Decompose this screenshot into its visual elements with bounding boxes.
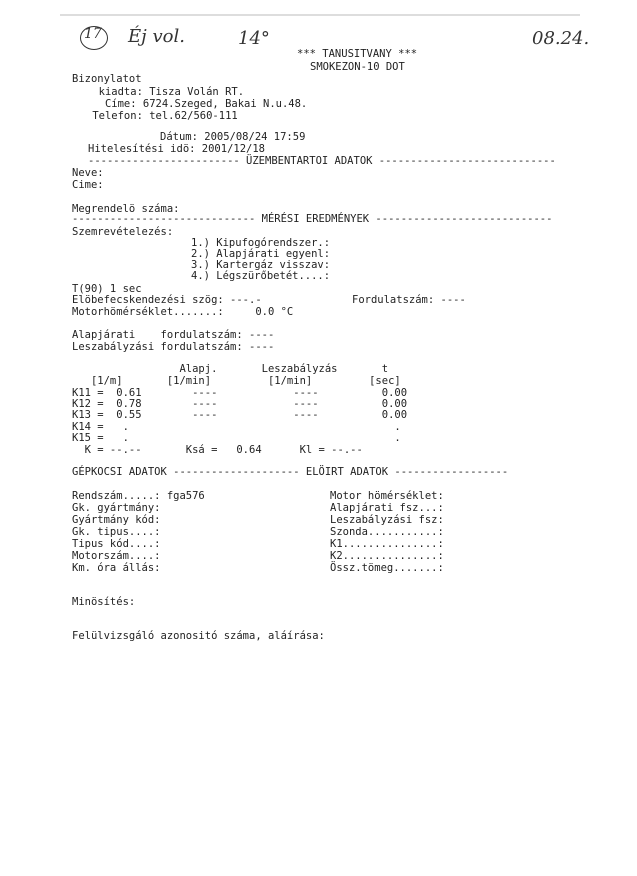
section-gepkocsi: GÉPKOCSI ADATOK -------------------- ELÖIRT ADATOK ------------------ [72, 466, 509, 478]
prescribed-field: K2...............: [330, 550, 444, 562]
t90-value: T(90) 1 sec [72, 283, 142, 295]
prescribed-field: Alapjárati fsz...: [330, 502, 444, 514]
idle-rpm: Alapjárati fordulatszám: ---- [72, 329, 275, 341]
issuer-kiadta: kiadta: Tisza Volán RT. [86, 86, 245, 98]
section-meresi: ----------------------------- MÉRÉSI EREDMÉNYEK ---------------------------- [72, 213, 553, 225]
qualification-label: Minösítés: [72, 596, 136, 608]
vehicle-field: Gk. tipus....: [72, 526, 161, 538]
results-row: K15 = . . [72, 432, 401, 444]
results-header-2: [1/m] [1/min] [1/min] [sec] [72, 375, 401, 387]
order-number: Megrendelö száma: [72, 203, 180, 215]
issuer-label: Bizonylatot [72, 73, 142, 85]
results-row: K12 = 0.78 ---- ---- 0.00 [72, 398, 408, 410]
device-name: SMOKEZON-10 DOT [310, 61, 405, 73]
prescribed-field: Össz.tömeg.......: [330, 562, 444, 574]
handwritten-number: 17 [84, 26, 102, 42]
vehicle-field: Km. óra állás: [72, 562, 161, 574]
vehicle-field: Motorszám....: [72, 550, 161, 562]
prescribed-field: Szonda...........: [330, 526, 444, 538]
results-header-1: Alapj. Leszabályzás t [72, 363, 389, 375]
vehicle-field: Gk. gyártmány: [72, 502, 161, 514]
results-summary: K = --.-- Ksá = 0.64 Kl = --.-- [72, 444, 363, 456]
prescribed-field: Motor hömérséklet: [330, 490, 444, 502]
prescribed-field: K1...............: [330, 538, 444, 550]
handwritten-note: Éj vol. [128, 26, 185, 47]
inspection-item: 3.) Kartergáz visszav: [191, 259, 331, 271]
vehicle-field: Gyártmány kód: [72, 514, 161, 526]
injection-angle: Elöbefecskendezési szög: ---.- [72, 294, 262, 306]
issuer-address: Címe: 6724.Szeged, Bakai N.u.48. [86, 98, 308, 110]
scan-edge-line [60, 14, 580, 16]
rpm-value: Fordulatszám: ---- [352, 294, 466, 306]
measurement-date: Dátum: 2005/08/24 17:59 [160, 131, 306, 143]
vehicle-field: Tipus kód....: [72, 538, 161, 550]
engine-temperature: Motorhömérséklet.......: 0.0 °C [72, 306, 294, 318]
inspector-signature-label: Felülvizsgáló azonositó száma, aláírása: [72, 630, 325, 642]
inspection-label: Szemrevételezés: [72, 226, 174, 238]
vehicle-field: Rendszám.....: fga576 [72, 490, 205, 502]
results-row: K14 = . . [72, 421, 401, 433]
results-row: K13 = 0.55 ---- ---- 0.00 [72, 409, 408, 421]
issuer-phone: Telefon: tel.62/560-111 [86, 110, 238, 122]
inspection-item: 4.) Légszürőbetét....: [191, 270, 331, 282]
section-uzembentartoi: ------------------------ ÜZEMBENTARTOI ADATOK ---------------------------- [88, 155, 556, 167]
results-row: K11 = 0.61 ---- ---- 0.00 [72, 387, 408, 399]
owner-name: Neve: [72, 167, 104, 179]
handwritten-date: 08.24. [532, 28, 590, 49]
inspection-item: 2.) Alapjárati egyenl: [191, 248, 331, 260]
calibration-date: Hitelesítési idö: 2001/12/18 [88, 143, 266, 155]
owner-address: Cime: [72, 179, 104, 191]
prescribed-field: Leszabályzási fsz: [330, 514, 444, 526]
handwritten-temperature: 14° [238, 28, 270, 49]
inspection-item: 1.) Kipufogórendszer.: [191, 237, 331, 249]
governed-rpm: Leszabályzási fordulatszám: ---- [72, 341, 275, 353]
certificate-title: *** TANUSITVANY *** [297, 48, 418, 60]
